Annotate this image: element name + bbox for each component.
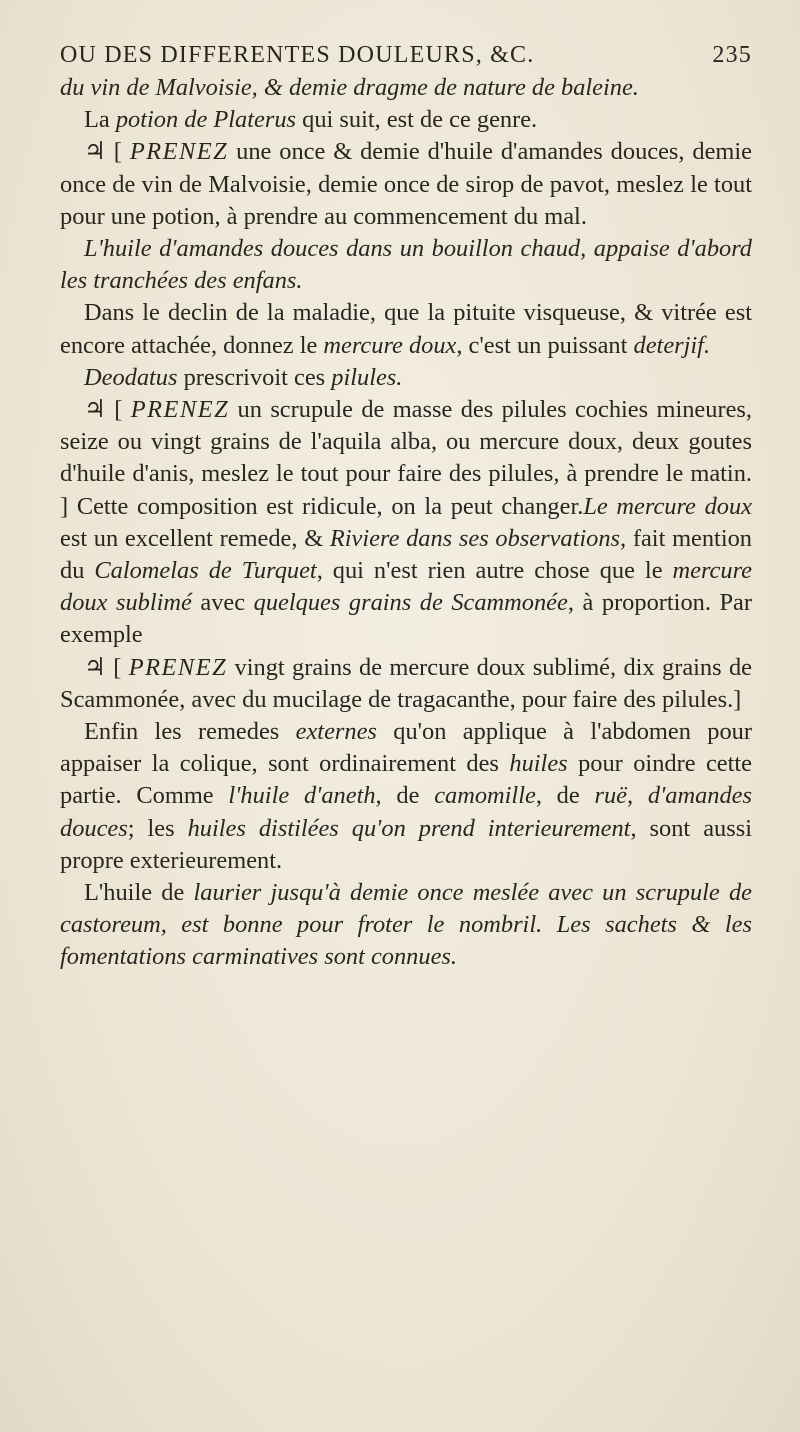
- text-italic: huiles: [509, 750, 568, 778]
- text: , de: [535, 782, 595, 810]
- page-number: 235: [712, 42, 752, 68]
- text-italic: Riviere dans ses observations,: [329, 524, 627, 552]
- recipe-icon: ♃: [84, 138, 106, 166]
- text-italic: camomille: [434, 782, 536, 810]
- text: , c'est un puissant: [456, 331, 634, 359]
- recipe-icon: ♃: [84, 653, 106, 681]
- paragraph-9: [60, 716, 752, 877]
- text: de: [381, 782, 435, 810]
- text: [: [105, 653, 129, 681]
- text-italic-caps: PRENEZ: [129, 138, 229, 166]
- text: une once & demie d'huile d'amandes douces, demie once de vin de Malvoisie, demie once de sirop de pavot, meslez le tout pour une potion, à prendre au commencement du mal.: [60, 138, 752, 230]
- text: Dans le declin de la maladie, que la pituite visqueuse, & vitrée est encore attachée, donnez le: [60, 299, 752, 359]
- text: [261, 879, 270, 906]
- running-head: [60, 40, 752, 70]
- paragraph-3: [60, 136, 752, 233]
- text: est un excellent remede, &: [60, 524, 330, 552]
- text: , à proportion. Par exemple: [60, 589, 752, 649]
- text-italic: laurier: [193, 879, 262, 907]
- text-italic: quelques grains de Scammonée: [253, 589, 568, 617]
- text: un scrupule de masse des pilules cochies mineures, seize ou vingt grains de l'aquila alba, ou mercure doux, deux goutes d'huile d'anis, meslez le tout pour faire des pilules, à prendre le matin. ] Cette composition est ridicule, on la peut changer.: [60, 396, 752, 520]
- text: qui suit, est de ce genre.: [296, 106, 538, 134]
- text-italic: mercure doux sublimé: [60, 557, 752, 617]
- text-italic: du vin de Malvoisie, & demie dragme de nature de baleine.: [60, 74, 639, 101]
- text: Enfin les remedes: [84, 718, 296, 746]
- text: [: [105, 396, 131, 424]
- running-title: OU DES DIFFERENTES DOULEURS, &C.: [60, 42, 535, 68]
- text: vingt grains de mercure doux sublimé, dix grains de Scammonée, avec du mucilage de tragacanthe, pour faire des pilules.]: [60, 653, 752, 713]
- paragraph-1: [60, 72, 752, 104]
- page-body: [60, 72, 752, 974]
- text: ,: [627, 782, 648, 810]
- text: prescrivoit ces: [177, 363, 332, 391]
- text: avec: [191, 589, 254, 617]
- paragraph-7: [60, 394, 752, 652]
- paragraph-5: [60, 297, 752, 361]
- text-italic: pilules.: [331, 363, 403, 391]
- text: L'huile de: [84, 879, 194, 907]
- paragraph-6: [60, 362, 752, 394]
- text: , qui n'est rien autre chose que le: [316, 557, 673, 585]
- text-italic: ruë: [594, 782, 627, 810]
- text-italic: Le mercure doux: [583, 492, 752, 520]
- text-italic-caps: PRENEZ: [130, 396, 230, 424]
- text-italic: l'huile d'aneth,: [228, 782, 382, 810]
- text-italic: deterjif.: [633, 331, 711, 359]
- paragraph-8: [60, 652, 752, 716]
- text-italic: huiles distilées qu'on prend interieurement: [187, 814, 631, 842]
- text-italic-caps: PRENEZ: [128, 653, 228, 681]
- text-italic: mercure doux: [323, 331, 457, 359]
- text: pour oindre cette partie. Comme: [60, 750, 753, 810]
- text-italic: externes: [295, 718, 377, 746]
- text: ; les: [127, 814, 188, 842]
- text-italic: Calomelas de Turquet: [94, 557, 317, 585]
- text: La: [84, 106, 116, 134]
- text-italic: L'huile d'amandes douces dans un bouillon chaud, appaise d'abord les tranchées des enfans.: [60, 235, 752, 295]
- text: , sont aussi propre exterieurement.: [60, 814, 752, 874]
- recipe-icon: ♃: [84, 396, 106, 424]
- text-italic: potion de Platerus: [115, 106, 297, 134]
- text-italic: jusqu'à demie once meslée avec un scrupule de castoreum, est bonne pour froter le nombril. Les sachets & les fomentations carminatives sont connues.: [60, 879, 752, 971]
- text-italic: d'amandes douces: [60, 782, 752, 842]
- text: fait mention du: [60, 524, 753, 585]
- text: qu'on applique à l'abdomen pour appaiser la colique, sont ordinairement des: [60, 718, 752, 778]
- paragraph-10: [60, 877, 752, 974]
- text-italic: Deodatus: [84, 363, 178, 391]
- paragraph-2: [60, 104, 752, 136]
- paragraph-4: [60, 233, 752, 297]
- text: [: [105, 138, 130, 166]
